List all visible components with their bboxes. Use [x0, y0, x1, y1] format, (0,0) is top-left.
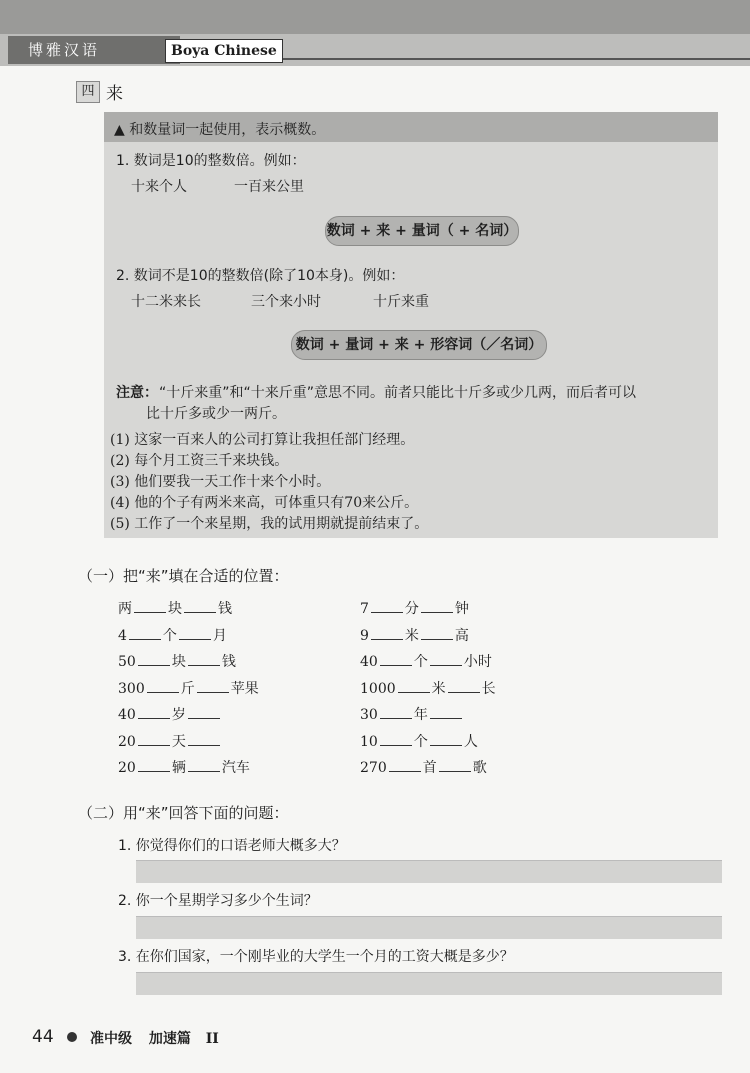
blank-row: [118, 731, 222, 751]
note-line-1: “十斤来重”和“十来斤重”意思不同。前者只能比十斤多或少几两，而后者可以: [159, 385, 637, 401]
section-word: 来: [106, 84, 123, 104]
blank-row-word: 两: [118, 601, 132, 617]
series-title-cn: 博雅汉语: [8, 36, 180, 64]
blank-field[interactable]: [430, 651, 462, 666]
blank-row-word: 7: [360, 601, 369, 617]
note-label: 注意：: [116, 385, 158, 401]
series-title-en: Boya Chinese: [165, 39, 283, 63]
blank-row-word: 1000: [360, 680, 396, 697]
blank-field[interactable]: [188, 651, 220, 666]
blank-row-word: 钱: [218, 601, 232, 617]
exercise2-title: （二）用“来”回答下面的问题：: [78, 804, 289, 822]
blank-row-word: 月: [212, 627, 227, 644]
blank-row-word: 个: [162, 627, 177, 644]
blank-row-word: 天: [171, 733, 186, 750]
blank-row-word: 分: [404, 601, 419, 617]
blank-row-word: 高: [454, 627, 469, 644]
blank-field[interactable]: [421, 625, 453, 640]
blank-row-word: 40: [118, 707, 136, 723]
example-sentence: (1) 这家一百来人的公司打算让我担任部门经理。: [110, 432, 415, 448]
blank-row-word: 20: [118, 760, 136, 776]
blank-field[interactable]: [179, 625, 211, 640]
page-number: 44: [32, 1027, 54, 1047]
blank-row: [118, 757, 250, 777]
case1-formula: 数词 + 来 + 量词（ + 名词）: [325, 216, 519, 246]
blank-row: [360, 625, 469, 645]
blank-row: [360, 704, 464, 724]
footer-volume: 加速篇: [148, 1031, 191, 1047]
example-sentence: (5) 工作了一个来星期，我的试用期就提前结束了。: [110, 516, 429, 532]
blank-field[interactable]: [138, 731, 170, 746]
footer-series: [90, 1028, 219, 1048]
blank-field[interactable]: [184, 598, 216, 613]
footer-part: II: [205, 1031, 219, 1047]
blank-row-word: 首: [422, 760, 437, 776]
blank-field[interactable]: [371, 625, 403, 640]
question: 2. 你一个星期学习多少个生词？: [118, 893, 318, 909]
question: 1. 你觉得你们的口语老师大概多大？: [118, 838, 346, 854]
blank-field[interactable]: [138, 704, 170, 719]
blank-field[interactable]: [188, 704, 220, 719]
blank-row-word: 40: [360, 654, 378, 670]
blank-field[interactable]: [188, 731, 220, 746]
blank-row: [118, 704, 222, 724]
blank-field[interactable]: [439, 757, 471, 772]
blank-row-word: 钟: [454, 601, 469, 617]
blank-row-word: 歌: [472, 760, 487, 776]
blank-row-word: 辆: [171, 760, 186, 776]
blank-field[interactable]: [138, 651, 170, 666]
blank-row-word: 30: [360, 707, 378, 723]
case1-title: 1. 数词是10的整数倍。例如：: [116, 153, 306, 169]
blank-field[interactable]: [129, 625, 161, 640]
blank-row-word: 块: [171, 654, 186, 670]
blank-row-word: 10: [360, 733, 378, 750]
blank-row-word: 小时: [463, 654, 492, 670]
blank-row: [360, 651, 492, 671]
blank-row: [360, 598, 469, 618]
exercise1-title: （一）把“来”填在合适的位置：: [78, 567, 289, 585]
blank-row-word: 米: [404, 627, 419, 644]
blank-row-word: 斤: [180, 680, 195, 697]
bullet-icon: [67, 1032, 77, 1042]
blank-row-word: 苹果: [230, 680, 259, 697]
blank-field[interactable]: [380, 731, 412, 746]
blank-row-word: 块: [168, 601, 182, 617]
blank-field[interactable]: [138, 757, 170, 772]
blank-field[interactable]: [380, 651, 412, 666]
blank-row-word: 9: [360, 627, 369, 644]
case1-example: 一百来公里: [234, 179, 304, 195]
blank-field[interactable]: [147, 678, 179, 693]
example-sentence: (4) 他的个子有两米来高，可体重只有70来公斤。: [110, 495, 419, 511]
blank-field[interactable]: [430, 704, 462, 719]
blank-field[interactable]: [188, 757, 220, 772]
header-rule: [283, 58, 750, 60]
blank-row-word: 个: [413, 654, 428, 670]
blank-row-word: 汽车: [221, 760, 250, 776]
blank-row-word: 年: [413, 707, 428, 723]
blank-row: [360, 757, 487, 777]
header-top-band: [0, 0, 750, 34]
blank-row-word: 270: [360, 760, 387, 776]
blank-field[interactable]: [371, 598, 403, 613]
blank-field[interactable]: [134, 598, 166, 613]
blank-row-word: 钱: [221, 654, 236, 670]
case2-title: 2. 数词不是10的整数倍(除了10本身)。例如：: [116, 268, 405, 284]
blank-field[interactable]: [380, 704, 412, 719]
footer-level: 准中级: [90, 1031, 132, 1047]
blank-row-word: 人: [463, 733, 478, 750]
blank-row-word: 岁: [171, 707, 186, 723]
example-sentence: (3) 他们要我一天工作十来个小时。: [110, 474, 331, 490]
example-sentence: (2) 每个月工资三千来块钱。: [110, 453, 289, 469]
blank-row: [360, 678, 496, 698]
note-line-2: 比十斤多或少一两斤。: [146, 406, 286, 422]
blank-row: [118, 678, 259, 698]
blank-row-word: 300: [118, 680, 145, 697]
blank-field[interactable]: [389, 757, 421, 772]
case2-example: 十斤来重: [373, 294, 429, 310]
blank-field[interactable]: [430, 731, 462, 746]
answer-field[interactable]: [136, 916, 722, 939]
section-number: 四: [76, 81, 100, 103]
blank-field[interactable]: [197, 678, 229, 693]
blank-row: [118, 651, 236, 671]
blank-row: [118, 598, 232, 618]
blank-field[interactable]: [398, 678, 430, 693]
blank-row-word: 20: [118, 733, 136, 750]
blank-row-word: 4: [118, 627, 127, 644]
blank-row: [360, 731, 478, 751]
case2-example: 十二米来长: [131, 294, 201, 310]
case2-example: 三个来小时: [251, 294, 321, 310]
blank-row-word: 50: [118, 654, 136, 670]
blank-field[interactable]: [448, 678, 480, 693]
case2-formula: 数词 + 量词 + 来 + 形容词（／名词）: [291, 330, 547, 360]
blank-field[interactable]: [421, 598, 453, 613]
question: 3. 在你们国家，一个刚毕业的大学生一个月的工资大概是多少？: [118, 949, 514, 965]
usage-title: ▲ 和数量词一起使用，表示概数。: [114, 122, 326, 138]
blank-row-word: 个: [413, 733, 428, 750]
answer-field[interactable]: [136, 972, 722, 995]
blank-row: [118, 625, 227, 645]
blank-row-word: 长: [481, 680, 496, 697]
answer-field[interactable]: [136, 860, 722, 883]
case1-example: 十来个人: [131, 179, 187, 195]
blank-row-word: 米: [431, 680, 446, 697]
